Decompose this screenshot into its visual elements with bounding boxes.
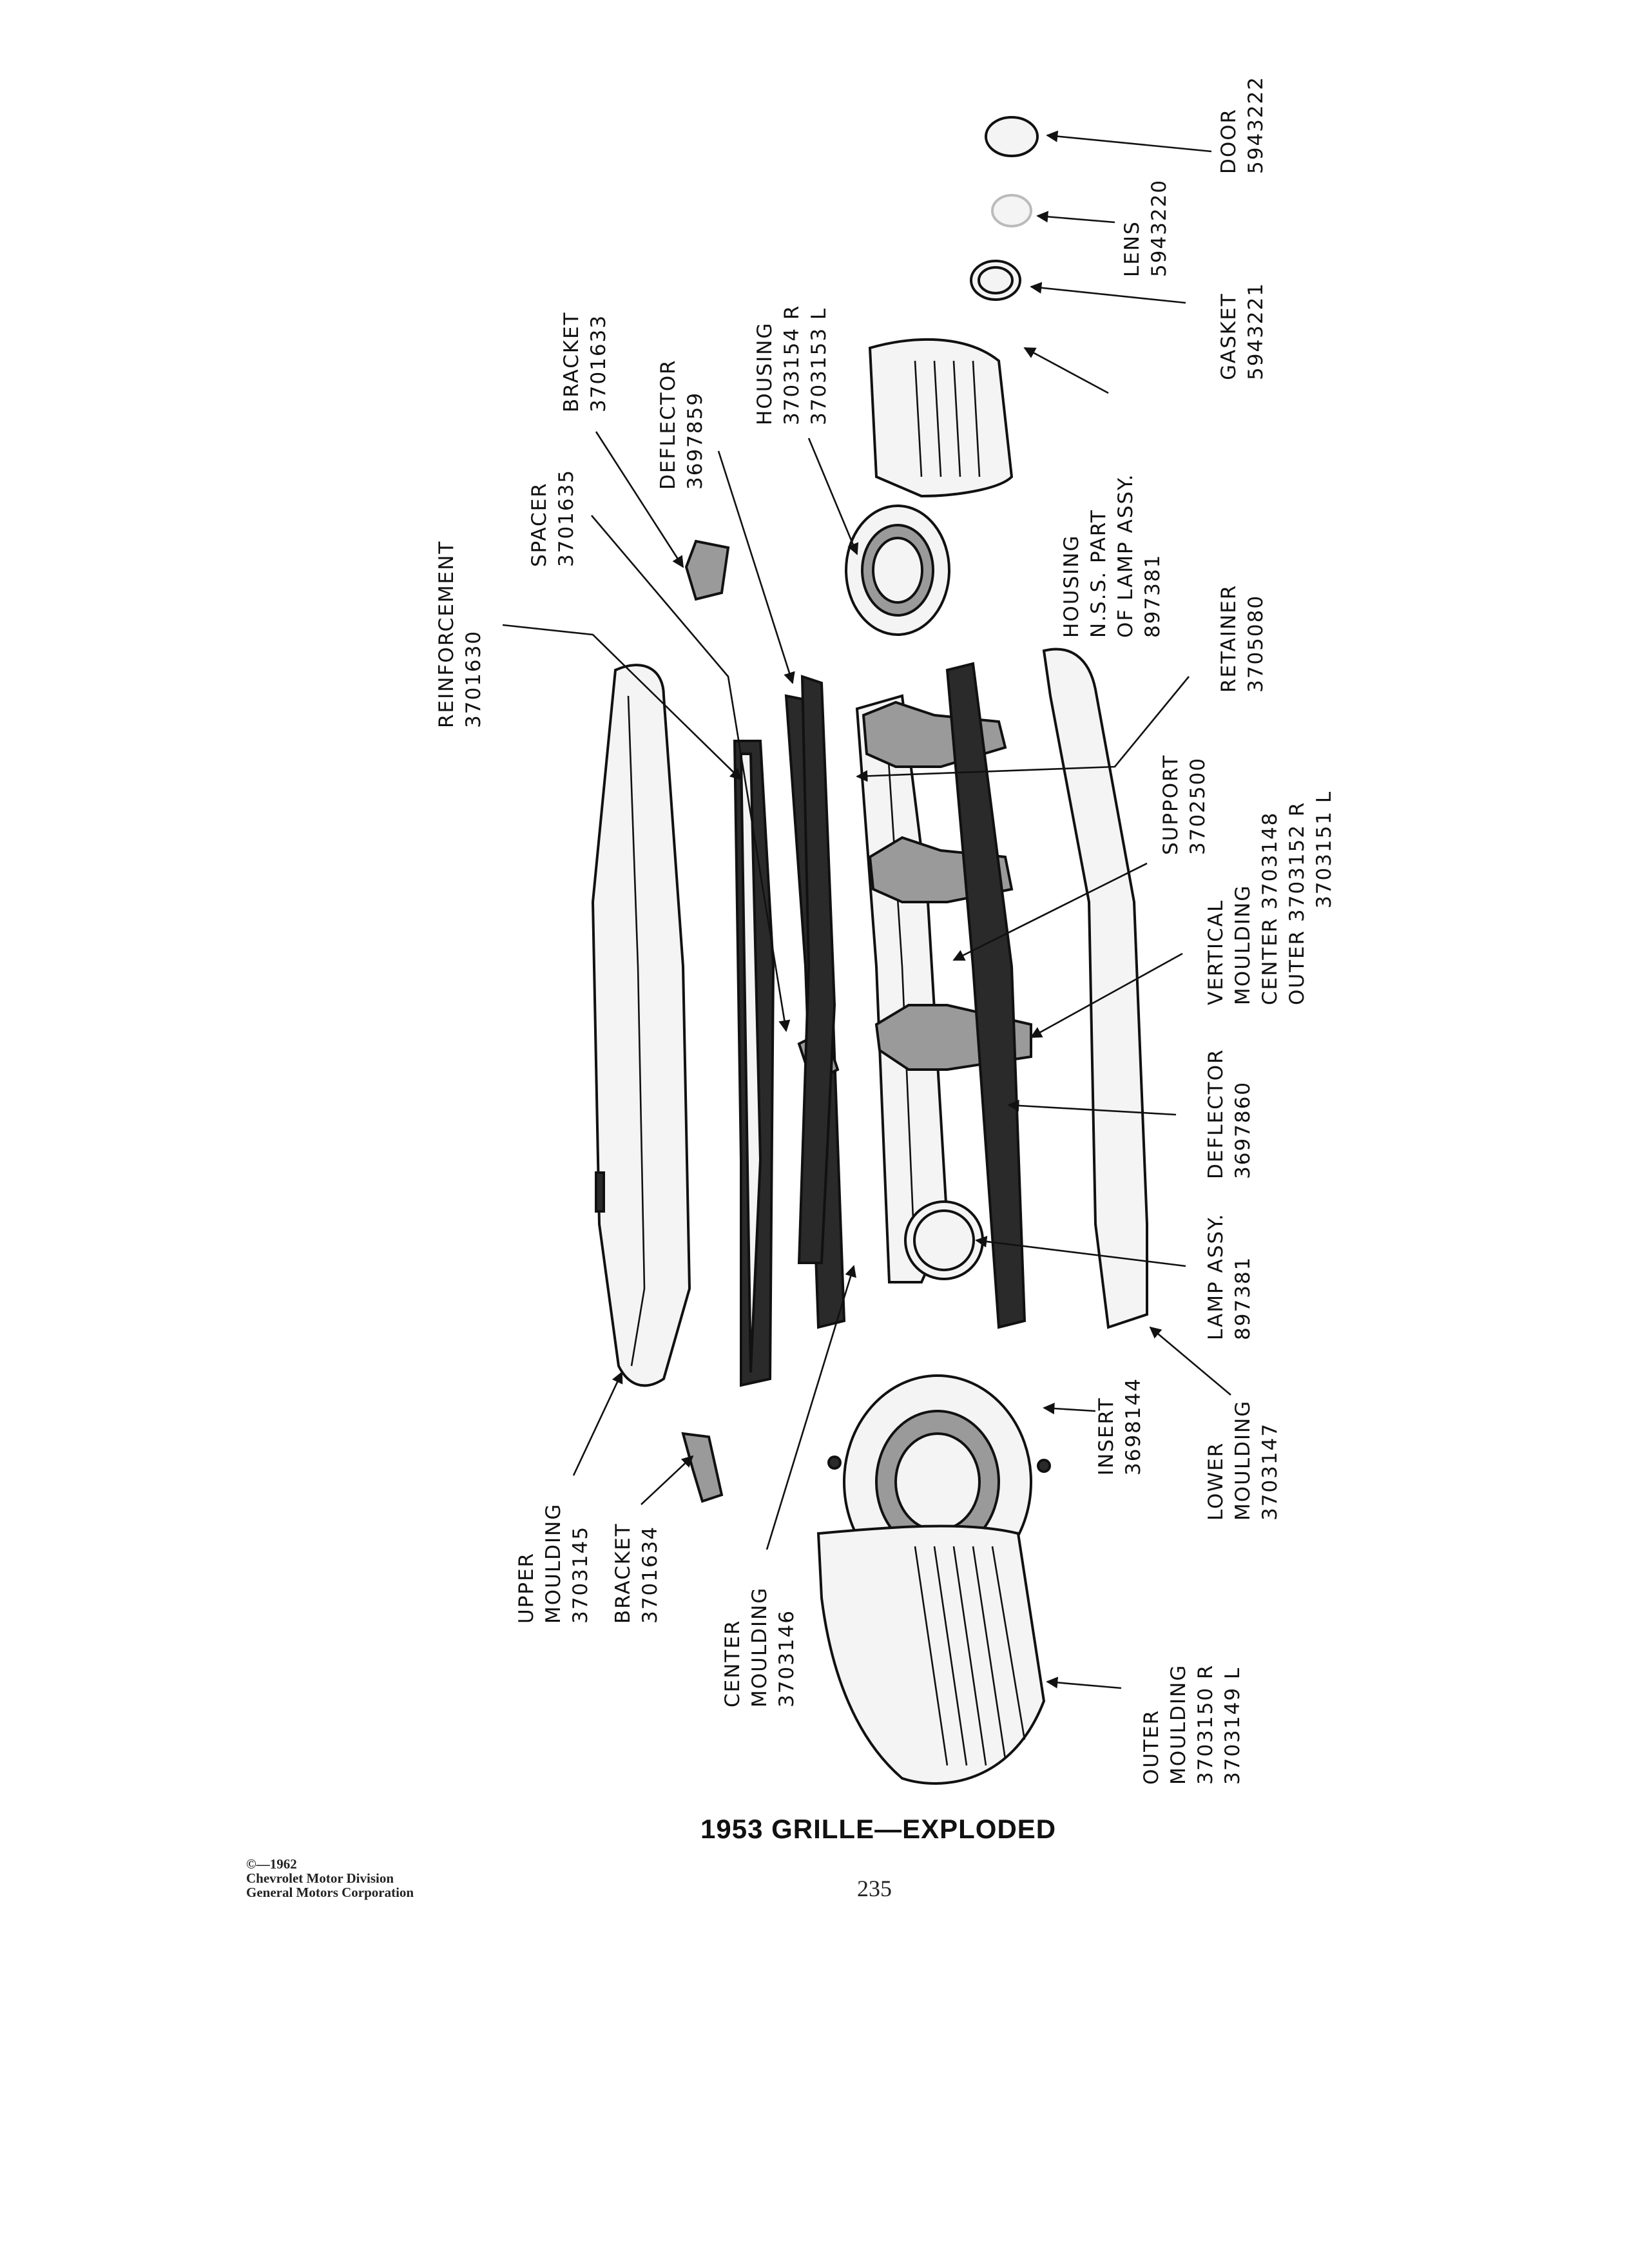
label-bracket-bottom bbox=[612, 1523, 662, 1624]
label-insert-name: INSERT bbox=[1095, 1397, 1118, 1475]
label-deflector-top bbox=[657, 359, 707, 490]
label-housing-right-number-l: 3703153 L bbox=[807, 307, 831, 425]
label-bracket-bottom-name: BRACKET bbox=[612, 1523, 635, 1624]
label-center-moulding bbox=[721, 1587, 798, 1707]
label-deflector-lower-name: DEFLECTOR bbox=[1204, 1048, 1228, 1179]
label-center-moulding-line2: MOULDING bbox=[748, 1586, 771, 1707]
label-housing-nss-name: HOUSING bbox=[1060, 534, 1083, 638]
label-outer-moulding-line2: MOULDING bbox=[1167, 1664, 1190, 1785]
outer-moulding-part bbox=[818, 1526, 1044, 1783]
label-support bbox=[1159, 754, 1210, 855]
label-bracket-top-number: 3701633 bbox=[587, 314, 610, 412]
label-spacer-name: SPACER bbox=[528, 482, 551, 567]
label-lower-moulding bbox=[1204, 1400, 1282, 1521]
label-lower-moulding-name: LOWER bbox=[1204, 1441, 1228, 1521]
label-bracket-bottom-number: 3701634 bbox=[639, 1525, 662, 1624]
label-support-name: SUPPORT bbox=[1159, 754, 1182, 855]
label-outer-moulding-name: OUTER bbox=[1140, 1709, 1163, 1785]
label-reinforcement-name: REINFORCEMENT bbox=[435, 540, 458, 728]
housing-right-part bbox=[846, 340, 1012, 635]
label-lens-number: 5943220 bbox=[1148, 178, 1171, 277]
label-housing-nss bbox=[1060, 473, 1164, 638]
label-deflector-lower bbox=[1204, 1048, 1255, 1179]
label-bracket-top bbox=[560, 311, 610, 412]
label-housing-right-number-r: 3703154 R bbox=[780, 304, 804, 425]
label-retainer-number: 3705080 bbox=[1244, 594, 1268, 693]
label-upper-moulding bbox=[515, 1503, 592, 1624]
label-reinforcement-number: 3701630 bbox=[462, 629, 485, 728]
label-outer-moulding bbox=[1140, 1664, 1244, 1785]
copyright-division: Chevrolet Motor Division bbox=[246, 1870, 394, 1886]
label-center-moulding-name: CENTER bbox=[721, 1619, 744, 1707]
label-lamp-assy-name: LAMP ASSY. bbox=[1204, 1213, 1228, 1340]
label-deflector-top-number: 3697859 bbox=[684, 391, 707, 490]
figure-caption: 1953 GRILLE—EXPLODED bbox=[700, 1814, 1057, 1844]
label-gasket-number: 5943221 bbox=[1244, 282, 1268, 380]
label-outer-moulding-number-l: 3703149 L bbox=[1221, 1666, 1244, 1785]
lower-moulding-part bbox=[1044, 649, 1147, 1328]
label-upper-moulding-line2: MOULDING bbox=[542, 1503, 565, 1624]
label-upper-moulding-number: 3703145 bbox=[569, 1525, 592, 1624]
label-vertical-moulding-l: 3703151 L bbox=[1313, 790, 1336, 908]
label-housing-nss-number: 897381 bbox=[1141, 553, 1164, 638]
label-gasket bbox=[1217, 282, 1268, 380]
gasket-part bbox=[971, 261, 1020, 300]
center-bar-part bbox=[857, 696, 947, 1282]
label-deflector-lower-number: 3697860 bbox=[1231, 1081, 1255, 1179]
label-insert bbox=[1095, 1378, 1145, 1475]
label-spacer bbox=[528, 469, 578, 567]
label-vertical-moulding-center: CENTER 3703148 bbox=[1258, 811, 1282, 1005]
label-retainer bbox=[1217, 584, 1268, 693]
label-housing-nss-line2: N.S.S. PART bbox=[1087, 508, 1110, 638]
bracket-bottom-part bbox=[683, 1434, 722, 1501]
label-door-number: 5943222 bbox=[1244, 75, 1268, 174]
label-lens-name: LENS bbox=[1121, 220, 1144, 277]
label-gasket-name: GASKET bbox=[1217, 293, 1240, 380]
label-lower-moulding-number: 3703147 bbox=[1258, 1422, 1282, 1521]
label-reinforcement bbox=[435, 541, 485, 728]
bracket-top-part bbox=[686, 541, 728, 599]
label-bracket-top-name: BRACKET bbox=[560, 311, 583, 412]
upper-moulding-part bbox=[593, 665, 689, 1385]
label-insert-number: 3698144 bbox=[1122, 1377, 1145, 1475]
lens-part bbox=[992, 195, 1031, 226]
label-vertical-moulding bbox=[1204, 791, 1336, 1005]
label-door-name: DOOR bbox=[1217, 108, 1240, 174]
label-center-moulding-number: 3703146 bbox=[775, 1609, 798, 1707]
label-door bbox=[1217, 76, 1268, 174]
label-housing-nss-line3: OF LAMP ASSY. bbox=[1114, 473, 1137, 638]
door-part bbox=[986, 117, 1037, 156]
label-upper-moulding-name: UPPER bbox=[515, 1552, 538, 1624]
label-lower-moulding-line2: MOULDING bbox=[1231, 1399, 1255, 1521]
label-outer-moulding-number-r: 3703150 R bbox=[1194, 1664, 1217, 1785]
copyright-corporation: General Motors Corporation bbox=[246, 1885, 414, 1900]
label-retainer-name: RETAINER bbox=[1217, 584, 1240, 693]
label-housing-right bbox=[753, 305, 831, 425]
label-lamp-assy-number: 897381 bbox=[1231, 1256, 1255, 1340]
label-vertical-moulding-outer: OUTER 3703152 R bbox=[1286, 801, 1309, 1005]
lamp-assy-part bbox=[905, 1202, 983, 1279]
label-spacer-number: 3701635 bbox=[555, 468, 578, 567]
label-housing-right-name: HOUSING bbox=[753, 322, 776, 425]
label-deflector-top-name: DEFLECTOR bbox=[657, 359, 680, 490]
label-vertical-moulding-line2: MOULDING bbox=[1231, 884, 1255, 1005]
label-lens bbox=[1121, 179, 1171, 277]
copyright-notice bbox=[246, 1857, 414, 1899]
page-number: 235 bbox=[857, 1876, 892, 1901]
label-vertical-moulding-name: VERTICAL bbox=[1204, 899, 1228, 1005]
label-support-number: 3702500 bbox=[1186, 756, 1210, 855]
copyright-year: ©—1962 bbox=[246, 1856, 297, 1872]
label-lamp-assy bbox=[1204, 1213, 1255, 1340]
